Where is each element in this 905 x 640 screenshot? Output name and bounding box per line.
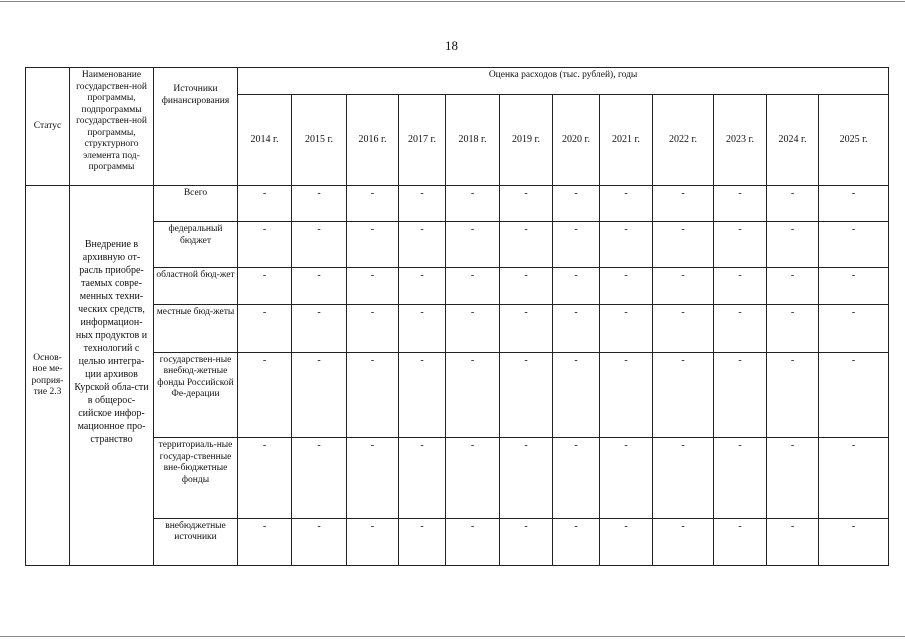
value-cell: - [714,222,767,268]
year-header: 2017 г. [399,95,446,186]
funding-source-cell: государствен-ные внебюд-жетные фонды Российской Фе-дерации [154,352,238,437]
estimate-header: Оценка расходов (тыс. рублей), годы [238,68,889,95]
sources-header: Источники финансирования [154,68,238,186]
funding-source-cell: местные бюд-жеты [154,304,238,352]
value-cell: - [399,304,446,352]
value-cell: - [600,304,653,352]
value-cell: - [500,352,553,437]
value-cell: - [714,438,767,518]
bottom-scan-edge [0,636,905,637]
value-cell: - [653,438,714,518]
value-cell: - [500,438,553,518]
value-cell: - [714,268,767,304]
table-row [26,304,889,352]
value-cell: - [292,268,347,304]
table-row [26,438,889,518]
value-cell: - [767,222,819,268]
value-cell: - [399,352,446,437]
value-cell: - [347,222,399,268]
value-cell: - [292,222,347,268]
value-cell: - [399,268,446,304]
value-cell: - [553,268,600,304]
year-header: 2025 г. [819,95,889,186]
table-row [26,352,889,437]
value-cell: - [653,352,714,437]
funding-source-cell: Всего [154,186,238,222]
header-row-1 [26,68,889,95]
value-cell: - [600,268,653,304]
year-header: 2015 г. [292,95,347,186]
value-cell: - [653,222,714,268]
value-cell: - [292,352,347,437]
year-header: 2021 г. [600,95,653,186]
year-header: 2019 г. [500,95,553,186]
value-cell: - [819,518,889,565]
year-header: 2016 г. [347,95,399,186]
value-cell: - [767,304,819,352]
value-cell: - [347,352,399,437]
value-cell: - [714,352,767,437]
year-header: 2024 г. [767,95,819,186]
value-cell: - [819,304,889,352]
value-cell: - [238,518,292,565]
value-cell: - [653,186,714,222]
value-cell: - [238,186,292,222]
value-cell: - [238,352,292,437]
activity-name-cell: Внедрение в архивную от-расль приобре-таемых совре-менных техни-ческих средств, информацион-ных продуктов и технологий с целью интегра-ции архивов Курской обла-сти в общерос-сийское инфор-мационное про-странство [70,186,154,566]
value-cell: - [653,518,714,565]
value-cell: - [553,186,600,222]
value-cell: - [347,268,399,304]
funding-source-cell: областной бюд-жет [154,268,238,304]
expenditure-table [25,67,889,566]
value-cell: - [714,304,767,352]
value-cell: - [819,438,889,518]
value-cell: - [347,186,399,222]
value-cell: - [292,438,347,518]
value-cell: - [553,438,600,518]
year-header: 2018 г. [446,95,500,186]
value-cell: - [767,352,819,437]
funding-source-cell: территориаль-ные государ-ственные вне-бюджетные фонды [154,438,238,518]
value-cell: - [600,186,653,222]
value-cell: - [767,268,819,304]
top-scan-edge [0,1,905,2]
year-header: 2020 г. [553,95,600,186]
value-cell: - [653,268,714,304]
funding-source-cell: федеральный бюджет [154,222,238,268]
value-cell: - [399,438,446,518]
value-cell: - [292,304,347,352]
value-cell: - [292,518,347,565]
value-cell: - [500,222,553,268]
value-cell: - [714,518,767,565]
value-cell: - [653,304,714,352]
value-cell: - [446,304,500,352]
value-cell: - [500,304,553,352]
page-number: 18 [445,38,458,53]
value-cell: - [553,352,600,437]
status-cell: Основ-ное ме-роприя-тие 2.3 [26,186,70,566]
value-cell: - [347,518,399,565]
name-header: Наименование государствен-ной программы, подпрограммы государствен-ной программы, структурного элемента под-программы [70,68,154,186]
value-cell: - [819,222,889,268]
value-cell: - [819,352,889,437]
value-cell: - [238,222,292,268]
value-cell: - [500,518,553,565]
value-cell: - [446,438,500,518]
value-cell: - [446,222,500,268]
value-cell: - [553,304,600,352]
table-row [26,518,889,565]
value-cell: - [767,518,819,565]
value-cell: - [600,352,653,437]
value-cell: - [347,304,399,352]
value-cell: - [446,186,500,222]
year-header: 2022 г. [653,95,714,186]
value-cell: - [714,186,767,222]
table-row [26,222,889,268]
value-cell: - [238,304,292,352]
year-header: 2014 г. [238,95,292,186]
value-cell: - [600,222,653,268]
value-cell: - [238,438,292,518]
value-cell: - [600,518,653,565]
status-header: Статус [26,68,70,186]
value-cell: - [347,438,399,518]
funding-source-cell: внебюджетные источники [154,518,238,565]
value-cell: - [446,352,500,437]
table-row [26,186,889,222]
value-cell: - [238,268,292,304]
value-cell: - [446,518,500,565]
value-cell: - [819,268,889,304]
value-cell: - [553,518,600,565]
year-header: 2023 г. [714,95,767,186]
value-cell: - [553,222,600,268]
value-cell: - [767,438,819,518]
value-cell: - [600,438,653,518]
value-cell: - [819,186,889,222]
value-cell: - [399,222,446,268]
value-cell: - [446,268,500,304]
value-cell: - [500,268,553,304]
value-cell: - [292,186,347,222]
value-cell: - [500,186,553,222]
table-row [26,268,889,304]
value-cell: - [399,518,446,565]
value-cell: - [767,186,819,222]
value-cell: - [399,186,446,222]
